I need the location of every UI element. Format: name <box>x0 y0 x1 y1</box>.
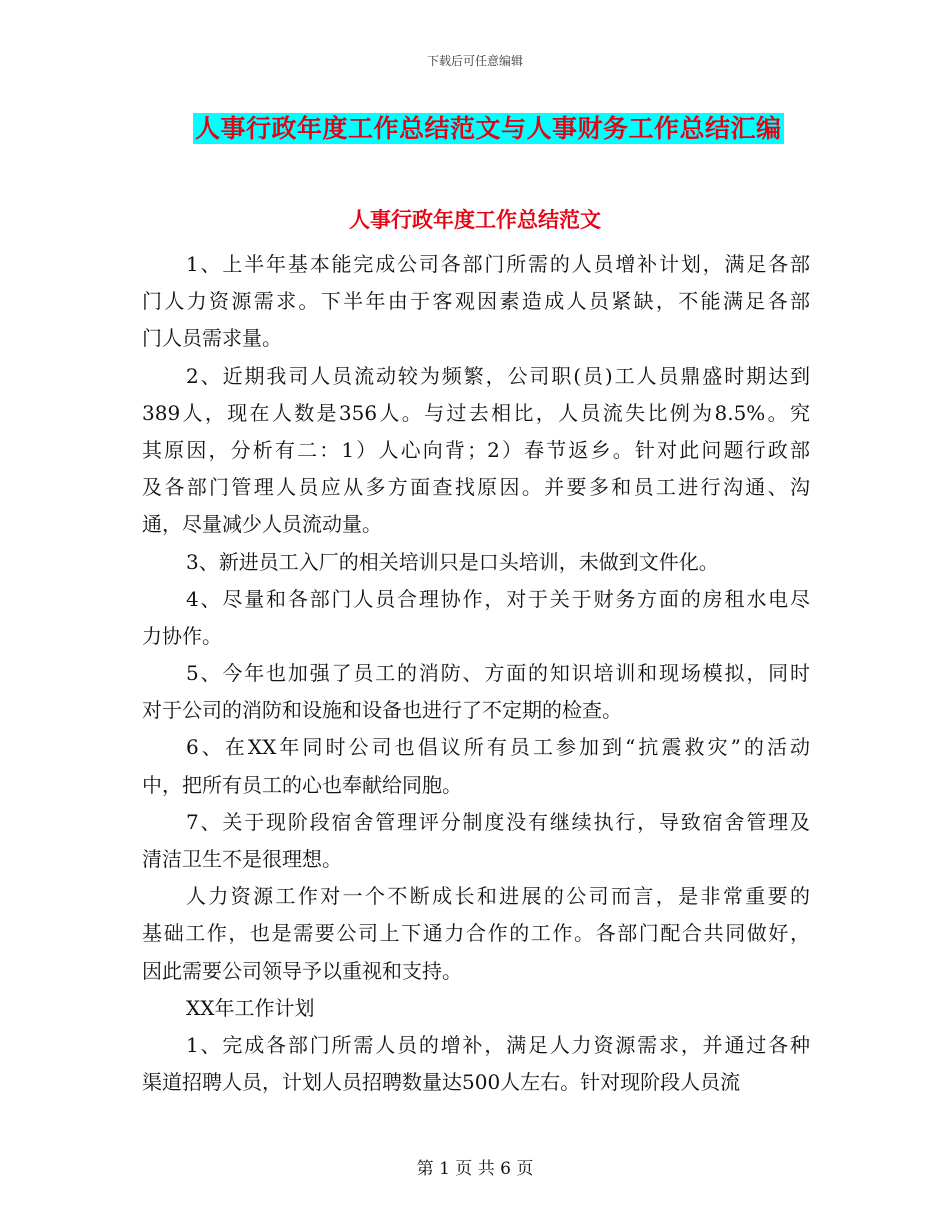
text-line: 389人，现在人数是356人。与过去相比，人员流失比例为8.5%。究 <box>142 400 810 425</box>
section-title: 人事行政年度工作总结范文 <box>349 207 601 232</box>
text-line: 4、尽量和各部门人员合理协作，对于关于财务方面的房租水电尽 <box>186 586 810 611</box>
text-line: 5、今年也加强了员工的消防、方面的知识培训和现场模拟，同时 <box>186 661 810 686</box>
text-line: 因此需要公司领导予以重视和支持。 <box>142 958 462 983</box>
main-title: 人事行政年度工作总结范文与人事财务工作总结汇编 <box>195 114 782 143</box>
text-line: 渠道招聘人员，计划人员招聘数量达500人左右。针对现阶段人员流 <box>142 1070 741 1095</box>
text-line: 其原因，分析有二：1）人心向背；2）春节返乡。针对此问题行政部 <box>142 437 810 462</box>
text-line: 6、在XX年同时公司也倡议所有员工参加到“抗震救灾”的活动 <box>186 735 810 760</box>
text-line: 3、新进员工入厂的相关培训只是口头培训，未做到文件化。 <box>186 549 719 574</box>
text-line: 人力资源工作对一个不断成长和进展的公司而言，是非常重要的 <box>186 884 810 909</box>
header-note: 下载后可任意编辑 <box>426 54 523 68</box>
text-line: 门人员需求量。 <box>142 326 282 351</box>
text-line: 基础工作，也是需要公司上下通力合作的工作。各部门配合共同做好， <box>142 921 810 946</box>
text-line: 清洁卫生不是很理想。 <box>142 847 342 871</box>
text-line: 1、上半年基本能完成公司各部门所需的人员增补计划，满足各部 <box>186 252 810 276</box>
body-text <box>142 246 810 1101</box>
text-line: 门人力资源需求。下半年由于客观因素造成人员紧缺，不能满足各部 <box>142 289 810 314</box>
text-line: 中，把所有员工的心也奉献给同胞。 <box>142 772 462 797</box>
page-footer: 第 1 页 共 6 页 <box>416 1159 534 1179</box>
text-line: 对于公司的消防和设施和设备也进行了不定期的检查。 <box>142 698 622 723</box>
text-line: 通，尽量减少人员流动量。 <box>142 512 382 537</box>
text-line: 7、关于现阶段宿舍管理评分制度没有继续执行，导致宿舍管理及 <box>186 809 810 834</box>
text-line: 1、完成各部门所需人员的增补，满足人力资源需求，并通过各种 <box>186 1032 810 1057</box>
text-line: 2、近期我司人员流动较为频繁，公司职(员)工人员鼎盛时期达到 <box>186 363 810 388</box>
text-line: XX年工作计划 <box>186 995 315 1020</box>
text-line: 力协作。 <box>142 623 222 648</box>
text-line: 及各部门管理人员应从多方面查找原因。并要多和员工进行沟通、沟 <box>142 475 810 500</box>
